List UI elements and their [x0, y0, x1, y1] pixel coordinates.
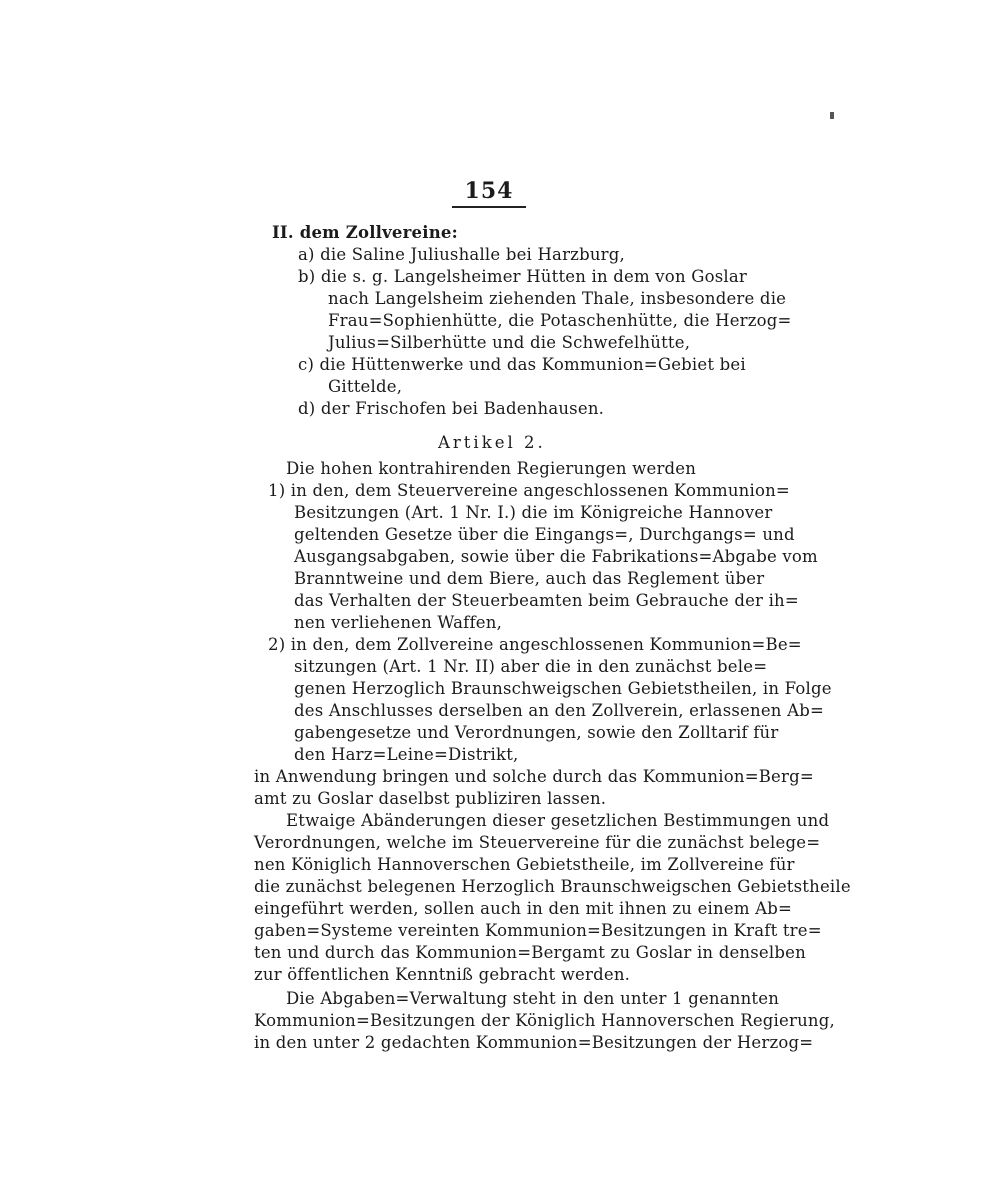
text-line: des Anschlusses derselben an den Zollverein, erlassenen Ab= [294, 701, 824, 720]
text-line: Verordnungen, welche im Steuervereine für die zunächst belege= [254, 833, 821, 852]
page-number: 154 [464, 178, 514, 204]
text-line: in den unter 2 gedachten Kommunion=Besitzungen der Herzog= [254, 1033, 814, 1052]
page-number-rule [452, 206, 526, 208]
text-line: ten und durch das Kommunion=Bergamt zu Goslar in denselben [254, 943, 806, 962]
text-line: nen verliehenen Waffen, [294, 613, 503, 632]
section-heading: Artikel 2. [438, 433, 546, 452]
text-line: c) die Hüttenwerke und das Kommunion=Gebiet bei [298, 355, 746, 374]
text-line: nen Königlich Hannoverschen Gebietstheile, im Zollvereine für [254, 855, 795, 874]
text-line: zur öffentlichen Kenntniß gebracht werden. [254, 965, 631, 984]
text-line: in Anwendung bringen und solche durch das Kommunion=Berg= [254, 767, 814, 786]
text-line: Die Abgaben=Verwaltung steht in den unter 1 genannten [286, 989, 780, 1008]
text-line: Die hohen kontrahirenden Regierungen werden [286, 459, 697, 478]
text-line: das Verhalten der Steuerbeamten beim Gebrauche der ih= [294, 591, 799, 610]
text-line: Kommunion=Besitzungen der Königlich Hannoverschen Regierung, [254, 1011, 835, 1030]
text-line: den Harz=Leine=Distrikt, [294, 745, 519, 764]
text-line: Besitzungen (Art. 1 Nr. I.) die im Königreiche Hannover [294, 503, 773, 522]
text-line: 2) in den, dem Zollvereine angeschlossenen Kommunion=Be= [268, 635, 802, 654]
text-line: gabengesetze und Verordnungen, sowie den Zolltarif für [294, 723, 779, 742]
text-line: amt zu Goslar daselbst publiziren lassen. [254, 789, 607, 808]
text-line: Julius=Silberhütte und die Schwefelhütte, [328, 333, 691, 352]
text-line: 1) in den, dem Steuervereine angeschlossenen Kommunion= [268, 481, 790, 500]
text-line: gaben=Systeme vereinten Kommunion=Besitzungen in Kraft tre= [254, 921, 822, 940]
text-line: nach Langelsheim ziehenden Thale, insbesondere die [328, 289, 787, 308]
text-line: d) der Frischofen bei Badenhausen. [298, 399, 605, 418]
text-line: Etwaige Abänderungen dieser gesetzlichen Bestimmungen und [286, 811, 830, 830]
text-line: Branntweine und dem Biere, auch das Reglement über [294, 569, 765, 588]
text-line: Ausgangsabgaben, sowie über die Fabrikations=Abgabe vom [294, 547, 818, 566]
text-line: genen Herzoglich Braunschweigschen Gebietstheilen, in Folge [294, 679, 832, 698]
text-line: sitzungen (Art. 1 Nr. II) aber die in den zunächst bele= [294, 657, 768, 676]
text-line: b) die s. g. Langelsheimer Hütten in dem von Goslar [298, 267, 747, 286]
text-line: eingeführt werden, sollen auch in den mit ihnen zu einem Ab= [254, 899, 793, 918]
text-line: a) die Saline Juliushalle bei Harzburg, [298, 245, 625, 264]
text-line: die zunächst belegenen Herzoglich Braunschweigschen Gebietstheile [254, 877, 851, 896]
text-line: geltenden Gesetze über die Eingangs=, Durchgangs= und [294, 525, 795, 544]
print-speck [830, 112, 834, 119]
text-line: Gittelde, [328, 377, 403, 396]
text-line: Frau=Sophienhütte, die Potaschenhütte, die Herzog= [328, 311, 792, 330]
text-line: II. dem Zollvereine: [272, 223, 458, 242]
